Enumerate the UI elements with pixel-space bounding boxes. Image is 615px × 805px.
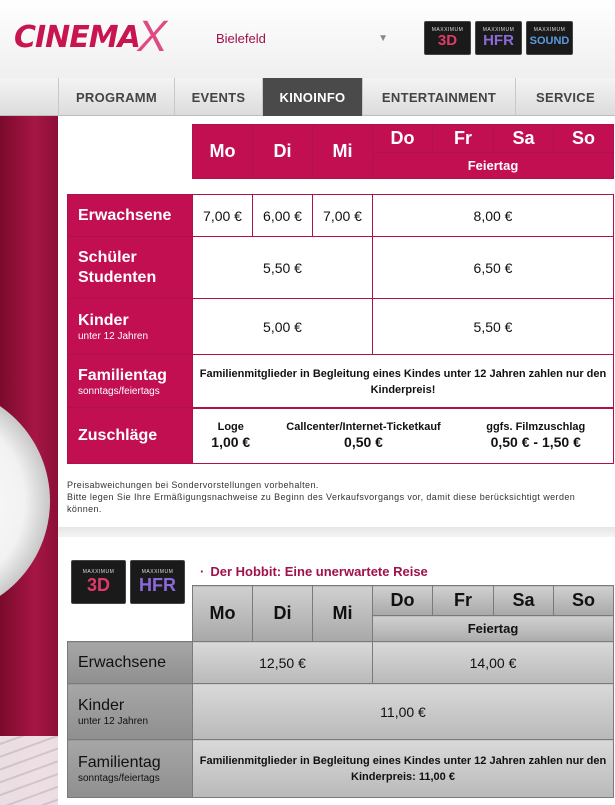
day-header-sa: Sa — [494, 586, 554, 616]
hobbit-price-adult-weekend: 14,00 € — [373, 642, 614, 684]
row-label-kids — [68, 684, 193, 740]
note-line-2: Bitte legen Sie Ihre Ermäßigungsnachweise zu Beginn des Verkaufsvorgangs vor, damit diese berücksichtigt werden können. — [67, 492, 576, 514]
price-notes — [67, 479, 607, 515]
badge-label: SOUND — [529, 35, 570, 47]
nav-item-service[interactable]: SERVICE — [515, 78, 615, 116]
row-label-adult: Erwachsene — [68, 642, 193, 684]
badge-label: 3D — [437, 32, 458, 49]
badge-caption: MAXXIMUM — [431, 27, 464, 33]
row-label-kids-sub: unter 12 Jahren — [78, 330, 149, 342]
surcharge-film — [459, 408, 614, 464]
surcharge-loge — [193, 408, 269, 464]
nav-item-kinoinfo[interactable]: KINOINFO — [262, 78, 362, 116]
table-corner — [68, 586, 193, 642]
badge-caption: MAXXIMUM — [82, 569, 115, 575]
day-header-mo: Mo — [193, 125, 253, 179]
row-label-family-sub: sonntags/feiertags — [78, 385, 160, 397]
note-line-1: Preisabweichungen bei Sondervorstellungen vorbehalten. — [67, 480, 319, 490]
row-label-kids-main: Kinder — [78, 311, 129, 329]
row-label-student — [68, 237, 193, 299]
hobbit-price-table — [67, 585, 614, 798]
day-header-di: Di — [253, 586, 313, 642]
maxximum-3d-badge[interactable] — [424, 21, 471, 55]
price-adult-di: 6,00 € — [253, 195, 313, 237]
format-badges — [424, 21, 573, 55]
surcharge-callcenter — [269, 408, 459, 464]
day-header-so: So — [554, 125, 614, 153]
price-adult-weekend: 8,00 € — [373, 195, 614, 237]
row-label-family-main: Familientag — [78, 753, 161, 771]
badge-label: HFR — [139, 575, 176, 595]
row-label-family — [68, 740, 193, 798]
city-select[interactable] — [216, 30, 392, 52]
row-label-adult: Erwachsene — [68, 195, 193, 237]
holiday-header: Feiertag — [373, 153, 614, 179]
price-student-weekday: 5,50 € — [193, 237, 373, 299]
row-label-family-main: Familientag — [78, 366, 167, 384]
hobbit-price-kids: 11,00 € — [193, 684, 614, 740]
maxximum-sound-badge[interactable] — [526, 21, 573, 55]
main-content — [58, 116, 615, 805]
logo-x-mark: X — [133, 12, 172, 61]
day-header-fr: Fr — [433, 586, 494, 616]
day-header-mi: Mi — [313, 125, 373, 179]
nav-item-entertainment[interactable]: ENTERTAINMENT — [362, 78, 515, 116]
city-select-value: Bielefeld — [216, 31, 266, 46]
row-label-kids — [68, 299, 193, 355]
row-label-student-1: Schüler — [78, 248, 137, 266]
family-day-text: Familienmitglieder in Begleitung eines Kindes unter 12 Jahren zahlen nur den Kinderpreis! — [193, 355, 614, 409]
surcharge-table — [67, 407, 614, 464]
day-header-sa: Sa — [494, 125, 554, 153]
badge-label: HFR — [483, 32, 514, 49]
surcharge-film-name: ggfs. Filmzuschlag — [486, 421, 586, 433]
cinemaxx-logo[interactable] — [14, 12, 172, 61]
table-corner — [68, 125, 193, 179]
day-header-fr: Fr — [433, 125, 494, 153]
nav-item-programm[interactable]: PROGRAMM — [58, 78, 174, 116]
nav-item-events[interactable]: EVENTS — [174, 78, 262, 116]
price-student-weekend: 6,50 € — [373, 237, 614, 299]
day-header-mo: Mo — [193, 586, 253, 642]
badge-label: 3D — [86, 575, 110, 595]
row-label-kids-sub: unter 12 Jahren — [78, 715, 149, 727]
row-label-student-2: Studenten — [78, 268, 157, 286]
day-header-di: Di — [253, 125, 313, 179]
section-divider — [58, 527, 615, 537]
movie-title-link[interactable] — [200, 564, 428, 579]
movie-title-text: Der Hobbit: Eine unerwartete Reise — [210, 564, 428, 579]
badge-caption: MAXXIMUM — [141, 569, 174, 575]
hobbit-price-adult-weekday: 12,50 € — [193, 642, 373, 684]
surcharge-callcenter-value: 0,50 € — [344, 434, 383, 450]
surcharge-label: Zuschläge — [68, 408, 193, 464]
decorative-side-banner — [0, 116, 58, 805]
row-label-family — [68, 355, 193, 409]
logo-wordmark: CINEMA — [14, 19, 140, 55]
maxximum-hfr-badge[interactable] — [475, 21, 522, 55]
surcharge-loge-value: 1,00 € — [211, 434, 251, 450]
day-header-do: Do — [373, 125, 433, 153]
ticket-stack-graphic — [0, 736, 58, 805]
price-adult-mo: 7,00 € — [193, 195, 253, 237]
badge-caption: MAXXIMUM — [533, 27, 566, 33]
main-nav — [0, 78, 615, 116]
day-header-do: Do — [373, 586, 433, 616]
price-kids-weekday: 5,00 € — [193, 299, 373, 355]
surcharge-film-value: 0,50 € - 1,50 € — [490, 434, 581, 450]
row-label-kids-main: Kinder — [78, 696, 125, 714]
price-table — [67, 124, 614, 409]
bullet-icon: · — [200, 564, 205, 579]
day-header-mi: Mi — [313, 586, 373, 642]
hobbit-family-day-text: Familienmitglieder in Begleitung eines Kindes unter 12 Jahren zahlen nur den Kinderpreis: 11,00 € — [193, 740, 614, 798]
badge-caption: MAXXIMUM — [482, 27, 515, 33]
surcharge-loge-name: Loge — [217, 421, 244, 433]
holiday-header: Feiertag — [373, 616, 614, 642]
chevron-down-icon: ▼ — [378, 33, 388, 44]
surcharge-callcenter-name: Callcenter/Internet-Ticketkauf — [286, 421, 441, 433]
price-kids-weekend: 5,50 € — [373, 299, 614, 355]
film-reel-graphic — [0, 386, 50, 616]
day-header-so: So — [554, 586, 614, 616]
site-header — [0, 0, 615, 78]
price-adult-mi: 7,00 € — [313, 195, 373, 237]
row-label-family-sub: sonntags/feiertags — [78, 772, 160, 784]
